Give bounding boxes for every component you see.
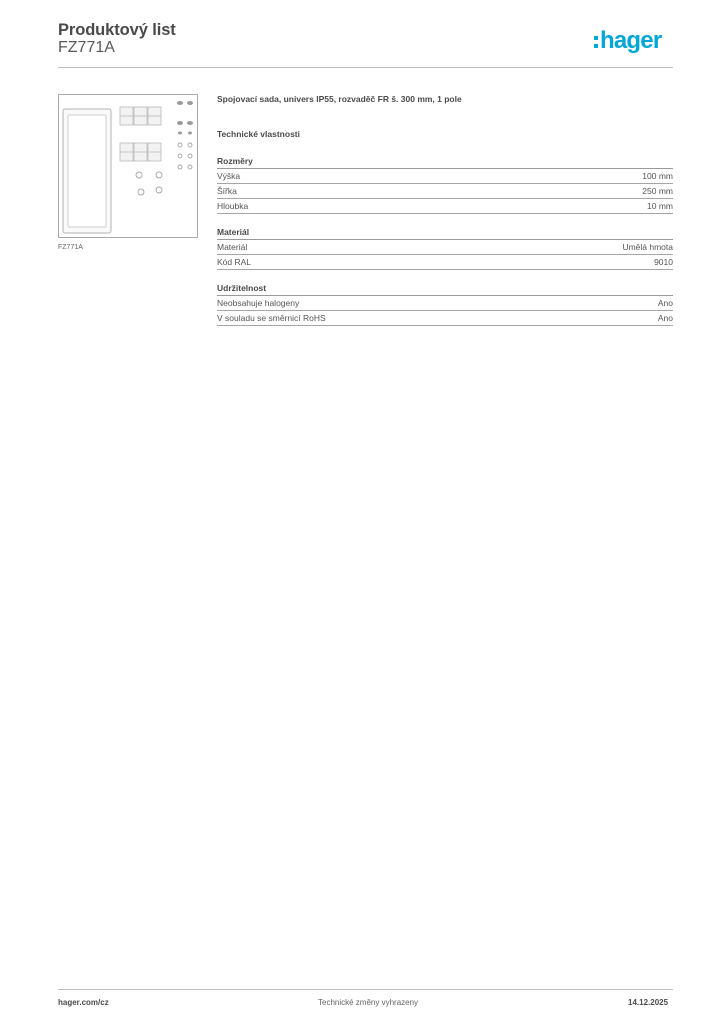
footer-note: Technické změny vyhrazeny — [318, 998, 419, 1007]
product-description: Spojovací sada, univers IP55, rozvaděč FR š. 300 mm, 1 pole — [217, 94, 462, 104]
spec-label: V souladu se směrnicí RoHS — [217, 313, 326, 323]
image-caption: FZ771A — [58, 244, 83, 251]
spec-label: Kód RAL — [217, 257, 252, 267]
spec-label: Neobsahuje halogeny — [217, 298, 300, 308]
spec-group-title: Udržitelnost — [217, 282, 673, 296]
spec-group-sustainability — [217, 282, 673, 326]
spec-group-title: Materiál — [217, 226, 673, 240]
spec-label: Výška — [217, 171, 241, 181]
spec-group-material — [217, 226, 673, 270]
footer-date: 14.12.2025 — [628, 998, 669, 1007]
spec-row — [217, 199, 673, 214]
spec-row — [217, 169, 673, 184]
spec-value: 9010 — [654, 257, 673, 267]
product-image — [58, 94, 198, 238]
spec-value: Ano — [657, 298, 673, 308]
logo-dots-icon — [594, 36, 598, 48]
spec-row — [217, 311, 673, 326]
spec-group-title: Rozměry — [217, 155, 673, 169]
product-photo-icon — [59, 95, 197, 237]
spec-label: Materiál — [217, 242, 248, 252]
spec-label: Šířka — [217, 186, 237, 196]
hager-logo[interactable] — [594, 26, 661, 56]
footer-divider — [58, 989, 673, 990]
logo-text: hager — [600, 27, 662, 54]
spec-value: Ano — [657, 313, 673, 323]
header-divider — [58, 67, 673, 68]
product-details — [217, 94, 673, 338]
spec-label: Hloubka — [217, 201, 249, 211]
spec-row — [217, 240, 673, 255]
spec-value: Umělá hmota — [622, 242, 673, 252]
spec-value: 100 mm — [642, 171, 673, 181]
tech-specs-heading: Technické vlastnosti — [217, 129, 300, 139]
product-code: FZ771A — [58, 39, 115, 56]
spec-row — [217, 296, 673, 311]
spec-value: 10 mm — [647, 201, 673, 211]
spec-row — [217, 184, 673, 199]
website-link[interactable]: hager.com/cz — [58, 998, 109, 1007]
spec-row — [217, 255, 673, 270]
spec-value: 250 mm — [642, 186, 673, 196]
page-title: Produktový list — [58, 21, 176, 39]
spec-group-dimensions — [217, 155, 673, 214]
